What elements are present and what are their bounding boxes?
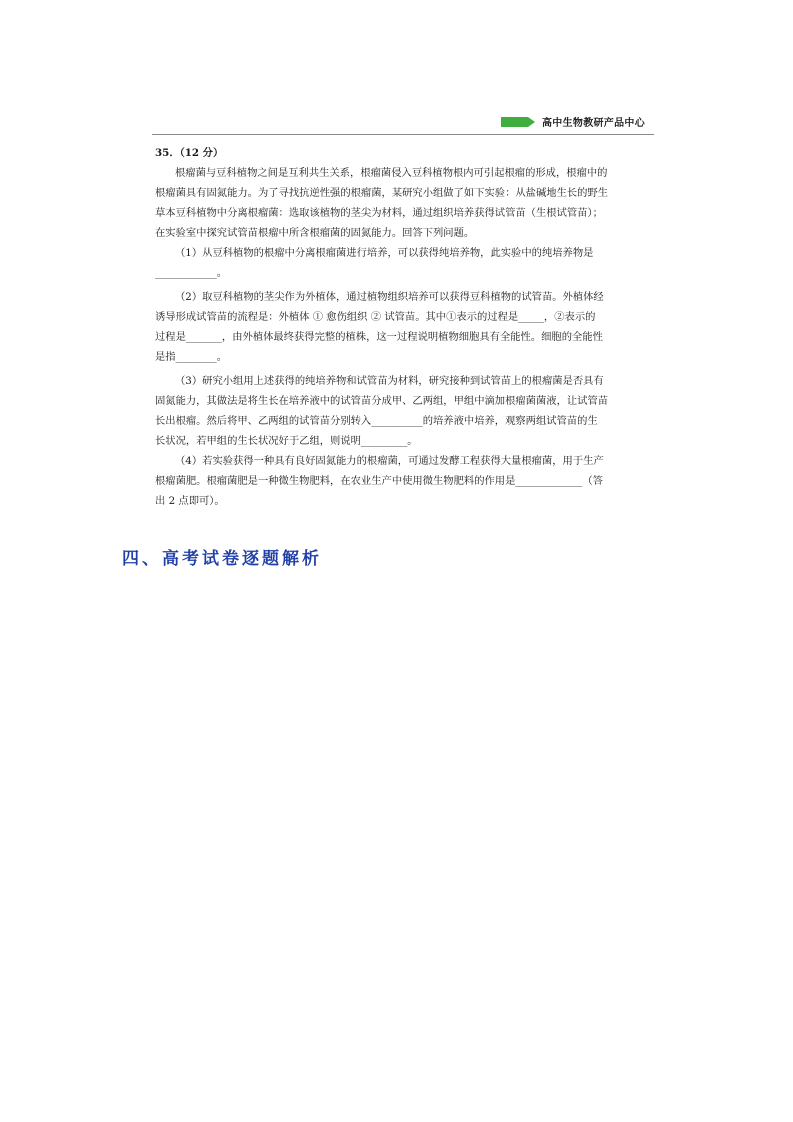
header-divider [152, 134, 654, 135]
green-arrow-icon [501, 117, 535, 127]
question-intro: 根瘤菌与豆科植物之间是互利共生关系，根瘤菌侵入豆科植物根内可引起根瘤的形成，根瘤中的 根瘤菌具有固氮能力。为了寻找抗逆性强的根瘤菌，某研究小组做了如下实验：从盐碱地生长的野生 草本豆科植物中分离根瘤菌：选取该植物的茎尖为材料，通过组织培养获得试管苗（生根试管苗）； 在实验室中探究试管苗根瘤中所含根瘤菌的固氮能力。回答下列问题。 [155, 167, 609, 239]
sub-question-2: （2）取豆科植物的茎尖作为外植体，通过植物组织培养可以获得豆科植物的试管苗。外植体经 诱导形成试管苗的流程是：外植体 ① 愈伤组织 ② 试管苗。其中①表示的过程是_____，②表示的 过程是_______，由外植体最终获得完整的植株，这一过程说明植物细胞具有全能性。细胞的全能性 是指________。 [155, 291, 604, 363]
question-number: 35．（12 分） [155, 147, 224, 159]
section-heading: 四、高考试卷逐题解析 [122, 549, 322, 569]
question-block [155, 143, 665, 511]
sub-question-3: （3）研究小组用上述获得的纯培养物和试管苗为材料，研究接种到试管苗上的根瘤菌是否具有 固氮能力，其做法是将生长在培养液中的试管苗分成甲、乙两组，甲组中滴加根瘤菌菌液，让试管苗 长出根瘤。然后将甲、乙两组的试管苗分别转入__________的培养液中培养，观察两组试管苗的生 长状况，若甲组的生长状况好于乙组，则说明_________。 [155, 375, 609, 447]
header-title: 高中生物教研产品中心 [542, 118, 645, 129]
sub-question-4: （4）若实验获得一种具有良好固氮能力的根瘤菌，可通过发酵工程获得大量根瘤菌，用于生产 根瘤菌肥。根瘤菌肥是一种微生物肥料，在农业生产中使用微生物肥料的作用是_____________（答 出 2 点即可）。 [155, 455, 604, 507]
page-header [0, 110, 793, 136]
sub-question-1: （1）从豆科植物的根瘤中分离根瘤菌进行培养，可以获得纯培养物，此实验中的纯培养物是 ____________。 [155, 247, 594, 279]
